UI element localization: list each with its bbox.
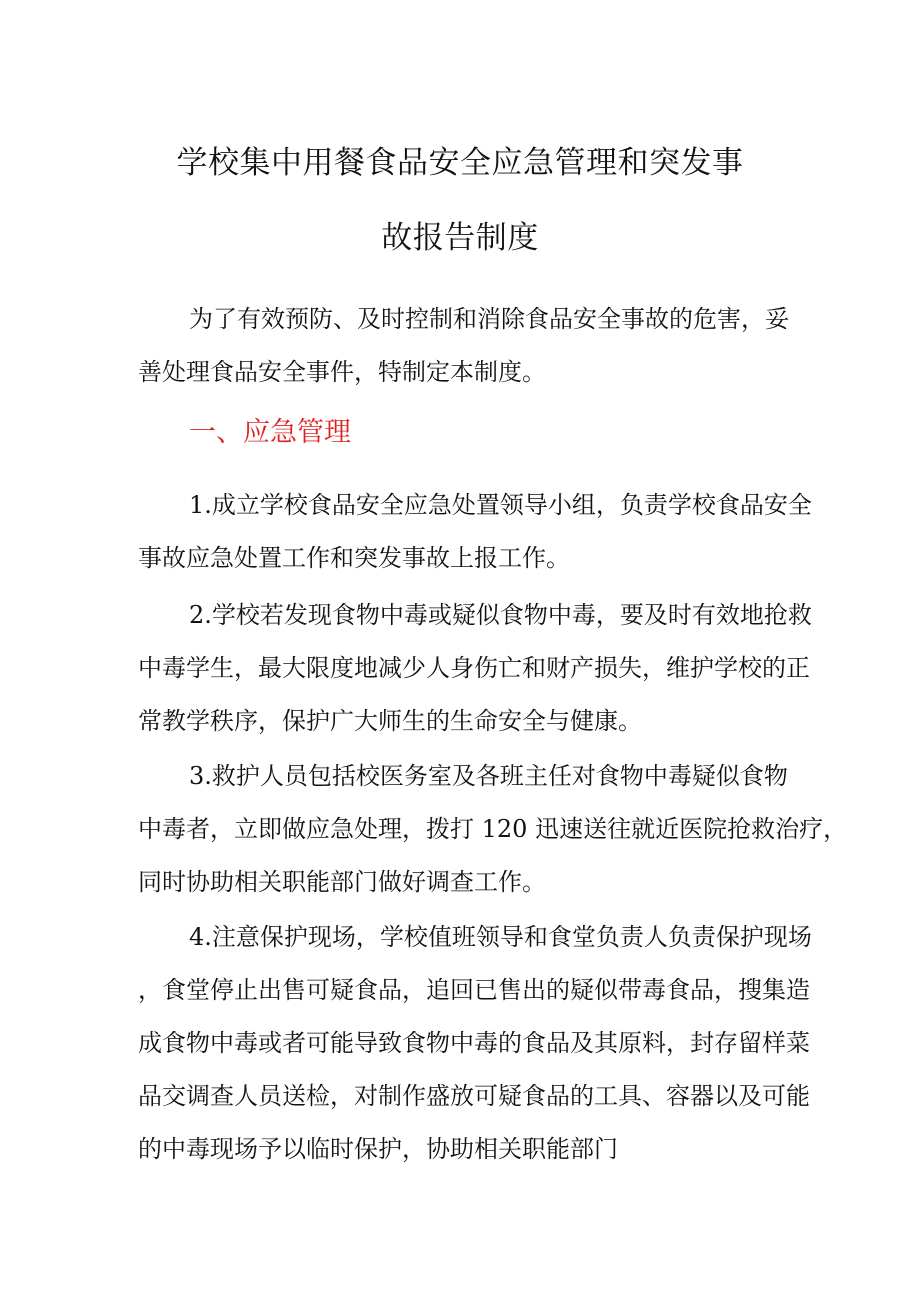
- text-line: 1.成立学校食品安全应急处置领导小组，负责学校食品安全: [189, 491, 812, 519]
- document-title-line-1: 学校集中用餐食品安全应急管理和突发事: [176, 145, 744, 181]
- text-line: 中毒者，立即做应急处理，拨打 120 迅速送往就近医院抢救治疗，: [138, 815, 848, 843]
- text-line: 2.学校若发现食物中毒或疑似食物中毒，要及时有效地抢救: [189, 601, 812, 629]
- paragraph-3: [138, 750, 848, 909]
- text-line: 品交调查人员送检，对制作盛放可疑食品的工具、容器以及可能: [138, 1082, 810, 1110]
- text-line: 成食物中毒或者可能导致食物中毒的食品及其原料，封存留样菜: [138, 1029, 810, 1057]
- section-heading: 一、应急管理: [189, 417, 351, 448]
- text-line: 事故应急处置工作和突发事故上报工作。: [138, 544, 570, 572]
- intro-paragraph: [138, 293, 806, 399]
- text-line: 4.注意保护现场，学校值班领导和食堂负责人负责保护现场: [189, 923, 812, 951]
- text-line: 的中毒现场予以临时保护，协助相关职能部门: [138, 1135, 618, 1163]
- text-line: 为了有效预防、及时控制和消除食品安全事故的危害，妥: [189, 305, 789, 333]
- text-line: ，食堂停止出售可疑食品，追回已售出的疑似带毒食品，搜集造: [138, 976, 810, 1004]
- text-line: 同时协助相关职能部门做好调查工作。: [138, 868, 546, 896]
- text-line: 中毒学生，最大限度地减少人身伤亡和财产损失，维护学校的正: [138, 654, 810, 682]
- paragraph-2: [138, 589, 812, 748]
- text-line: 善处理食品安全事件，特制定本制度。: [138, 358, 546, 386]
- document-title-line-2: 故报告制度: [381, 220, 539, 256]
- text-line: 3.救护人员包括校医务室及各班主任对食物中毒疑似食物: [189, 762, 788, 790]
- text-line: 常教学秩序，保护广大师生的生命安全与健康。: [138, 707, 642, 735]
- paragraph-1: [138, 479, 812, 585]
- paragraph-4: [138, 911, 812, 1176]
